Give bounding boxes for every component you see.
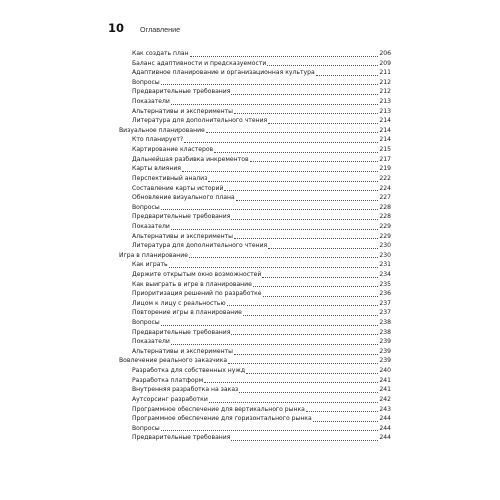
toc-entry-title: Картирование кластеров: [132, 146, 214, 154]
toc-subsection-entry: [119, 174, 391, 184]
toc-entry-page: 239: [379, 338, 391, 346]
toc-subsection-entry: [119, 289, 391, 299]
toc-entry-title: Адаптивное планирование и организационная культура: [132, 69, 315, 77]
toc-subsection-entry: [119, 184, 391, 194]
toc-entry-page: 214: [379, 136, 391, 144]
toc-subsection-entry: [119, 135, 391, 145]
toc-entry-page: 240: [379, 367, 391, 375]
toc-subsection-entry: [119, 414, 391, 424]
toc-entry-page: 236: [379, 290, 391, 298]
toc-entry-page: 241: [379, 376, 391, 384]
dot-leader: [182, 170, 378, 172]
toc-entry-page: 213: [379, 98, 391, 106]
toc-entry-title: Предварительные требования: [132, 434, 231, 442]
toc-entry-page: 237: [379, 299, 391, 307]
dot-leader: [214, 151, 378, 153]
dot-leader: [169, 266, 379, 268]
toc-entry-title: Вопросы: [132, 203, 160, 211]
dot-leader: [190, 55, 379, 57]
dot-leader: [316, 74, 379, 76]
toc-entry-title: Альтернативы и эксперименты: [132, 232, 233, 240]
dot-leader: [234, 237, 378, 239]
dot-leader: [253, 285, 378, 287]
toc-entry-page: 211: [379, 69, 391, 77]
dot-leader: [209, 401, 379, 403]
toc-entry-title: Предварительные требования: [132, 88, 231, 96]
page-header: [108, 21, 180, 35]
toc-entry-page: 238: [379, 328, 391, 336]
toc-subsection-entry: [119, 97, 391, 107]
dot-leader: [250, 160, 379, 162]
toc-entry-title: Вопросы: [132, 319, 160, 327]
dot-leader: [313, 420, 379, 422]
toc-subsection-entry: [119, 193, 391, 203]
toc-subsection-entry: [119, 87, 391, 97]
toc-entry-title: Разработка для собственных нужд: [132, 367, 246, 375]
toc-entry-title: Альтернативы и эксперименты: [132, 347, 233, 355]
toc-entry-page: 239: [379, 357, 391, 365]
toc-entry-title: Внутренняя разработка на заказ: [132, 386, 239, 394]
toc-entry-page: 224: [379, 184, 391, 192]
toc-subsection-entry: [119, 155, 391, 165]
toc-entry-page: 228: [379, 213, 391, 221]
toc-entry-page: 209: [379, 59, 391, 67]
toc-entry-page: 213: [379, 107, 391, 115]
dot-leader: [171, 343, 379, 345]
dot-leader: [161, 208, 379, 210]
toc-subsection-entry: [119, 59, 391, 69]
toc-entry-page: 214: [379, 126, 391, 134]
toc-section-entry: [119, 126, 391, 136]
toc-entry-page: 212: [379, 88, 391, 96]
toc-entry-page: 227: [379, 194, 391, 202]
toc-entry-page: 244: [379, 434, 391, 442]
running-head-title: Оглавление: [140, 25, 181, 34]
dot-leader: [161, 83, 379, 85]
dot-leader: [224, 189, 378, 191]
toc-entry-page: 222: [379, 174, 391, 182]
toc-entry-title: Показатели: [132, 338, 170, 346]
toc-entry-title: Приоритизация решений по разработке: [132, 290, 262, 298]
dot-leader: [234, 353, 378, 355]
dot-leader: [231, 93, 378, 95]
dot-leader: [234, 112, 378, 114]
toc-entry-page: 244: [379, 424, 391, 432]
toc-entry-title: Вовлечение реального заказчика: [119, 357, 228, 365]
dot-leader: [171, 103, 379, 105]
toc-entry-title: Литература для дополнительного чтения: [132, 242, 268, 250]
dot-leader: [184, 141, 378, 143]
dot-leader: [208, 180, 378, 182]
toc-entry-title: Карты влияния: [132, 165, 181, 173]
toc-entry-title: Программное обеспечение для горизонтального рынка: [132, 415, 312, 423]
dot-leader: [246, 372, 378, 374]
toc-entry-page: 215: [379, 146, 391, 154]
toc-subsection-entry: [119, 280, 391, 290]
toc-entry-title: Предварительные требования: [132, 328, 231, 336]
toc-entry-title: Альтернативы и эксперименты: [132, 107, 233, 115]
toc-entry-page: 242: [379, 395, 391, 403]
dot-leader: [189, 256, 378, 258]
dot-leader: [228, 362, 378, 364]
toc-subsection-entry: [119, 424, 391, 434]
toc-entry-title: Вопросы: [132, 78, 160, 86]
toc-entry-title: Повторение игры в планирование: [132, 309, 242, 317]
toc-entry-page: 239: [379, 347, 391, 355]
toc-subsection-entry: [119, 222, 391, 232]
page-number: 10: [108, 21, 125, 35]
table-of-contents: [119, 49, 391, 443]
toc-subsection-entry: [119, 433, 391, 443]
dot-leader: [268, 247, 378, 249]
toc-subsection-entry: [119, 376, 391, 386]
toc-entry-page: 229: [379, 222, 391, 230]
dot-leader: [204, 381, 378, 383]
toc-entry-page: 219: [379, 165, 391, 173]
toc-entry-page: 206: [379, 49, 391, 57]
dot-leader: [239, 391, 378, 393]
toc-entry-page: 235: [379, 280, 391, 288]
toc-subsection-entry: [119, 385, 391, 395]
toc-entry-page: 234: [379, 271, 391, 278]
toc-subsection-entry: [119, 405, 391, 415]
dot-leader: [231, 439, 378, 441]
toc-subsection-entry: [119, 270, 391, 280]
toc-entry-title: Программное обеспечение для вертикального рынка: [132, 405, 305, 413]
dot-leader: [231, 333, 378, 335]
dot-leader: [231, 218, 378, 220]
toc-subsection-entry: [119, 337, 391, 347]
toc-entry-title: Перспективный анализ: [132, 174, 208, 182]
toc-subsection-entry: [119, 328, 391, 338]
toc-section-entry: [119, 251, 391, 261]
toc-entry-page: 214: [379, 117, 391, 125]
toc-subsection-entry: [119, 395, 391, 405]
toc-subsection-entry: [119, 347, 391, 357]
toc-entry-title: Предварительные требования: [132, 213, 231, 221]
toc-entry-title: Как играть: [132, 261, 168, 269]
dot-leader: [227, 304, 379, 306]
toc-entry-page: 229: [379, 232, 391, 240]
toc-subsection-entry: [119, 299, 391, 309]
dot-leader: [206, 131, 379, 133]
toc-subsection-entry: [119, 232, 391, 242]
toc-subsection-entry: [119, 241, 391, 251]
toc-subsection-entry: [119, 145, 391, 155]
toc-entry-page: 231: [379, 261, 391, 269]
toc-entry-title: Показатели: [132, 222, 170, 230]
toc-entry-title: Обновление визуального плана: [132, 194, 235, 202]
dot-leader: [236, 199, 379, 201]
toc-subsection-entry: [119, 49, 391, 59]
dot-leader: [306, 410, 378, 412]
toc-subsection-entry: [119, 78, 391, 88]
dot-leader: [243, 314, 378, 316]
toc-subsection-entry: [119, 318, 391, 328]
toc-subsection-entry: [119, 203, 391, 213]
toc-entry-page: 230: [379, 251, 391, 259]
toc-subsection-entry: [119, 68, 391, 78]
toc-entry-title: Составление карты историй: [132, 184, 224, 192]
toc-entry-title: Показатели: [132, 98, 170, 106]
toc-entry-title: Визуальное планирование: [119, 126, 205, 134]
toc-entry-title: Разработка платформ: [132, 376, 204, 384]
toc-entry-title: Держите открытым окно возможностей: [132, 271, 262, 278]
toc-entry-page: 237: [379, 309, 391, 317]
toc-entry-page: 212: [379, 78, 391, 86]
toc-entry-page: 228: [379, 203, 391, 211]
dot-leader: [263, 295, 379, 297]
toc-entry-page: 217: [379, 155, 391, 163]
toc-subsection-entry: [119, 164, 391, 174]
toc-entry-page: 243: [379, 405, 391, 413]
toc-entry-page: 230: [379, 242, 391, 250]
toc-subsection-entry: [119, 308, 391, 318]
toc-entry-title: Вопросы: [132, 424, 160, 432]
toc-subsection-entry: [119, 116, 391, 126]
toc-entry-page: 244: [379, 415, 391, 423]
toc-subsection-entry: [119, 260, 391, 270]
toc-subsection-entry: [119, 107, 391, 117]
toc-entry-title: Игра в планирование: [119, 251, 189, 259]
toc-entry-title: Баланс адаптивности и предсказуемости: [132, 59, 267, 67]
dot-leader: [267, 64, 378, 66]
toc-section-entry: [119, 357, 391, 367]
toc-entry-title: Кто планирует?: [132, 136, 184, 144]
toc-entry-title: Как создать план: [132, 49, 189, 57]
toc-entry-page: 241: [379, 386, 391, 394]
dot-leader: [161, 429, 379, 431]
toc-subsection-entry: [119, 366, 391, 376]
toc-entry-page: 238: [379, 319, 391, 327]
toc-entry-title: Литература для дополнительного чтения: [132, 117, 268, 125]
toc-subsection-entry: [119, 212, 391, 222]
dot-leader: [262, 276, 378, 278]
toc-entry-title: Как выиграть в игре в планирование: [132, 280, 252, 288]
dot-leader: [171, 228, 379, 230]
toc-entry-title: Дальнейшая разбивка инкрементов: [132, 155, 249, 163]
toc-entry-title: Аутсорсинг разработки: [132, 395, 208, 403]
dot-leader: [161, 324, 379, 326]
toc-entry-title: Лицом к лицу с реальностью: [132, 299, 226, 307]
dot-leader: [268, 122, 378, 124]
